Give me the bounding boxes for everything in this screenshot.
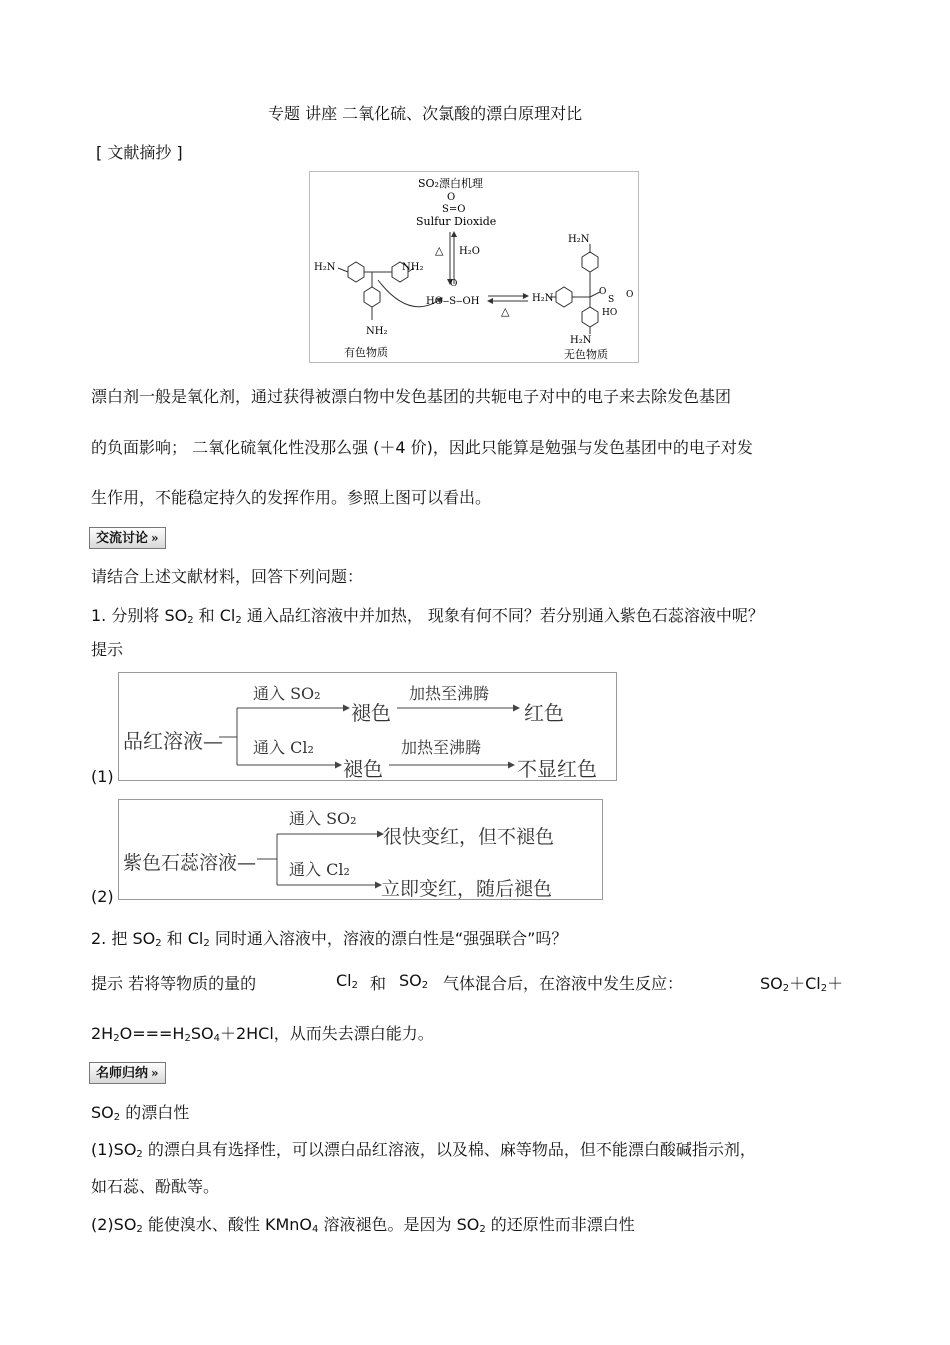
so2-mid: S=O [442,204,466,215]
equation-line: $2H_2O===H_2SO_4+2HCl$，从而失去漂白能力。 [91,1024,434,1044]
colorless-molecule [550,244,600,334]
so2-name: Sulfur Dioxide [416,215,497,228]
diagram-2-root: 紫色石蕊溶液— [123,852,257,874]
colorless-label: 无色物质 [564,348,608,361]
water-label: H₂O [459,246,480,257]
diagram-1-branch2-heat: 加热至沸腾 [401,738,482,757]
diagram-1-root: 品红溶液— [123,729,223,753]
diagram-2-branch1-result: 很快变红，但不褪色 [383,826,555,848]
point-2: $(2)SO_2$ 能使溴水、酸性 KMnO$_4$ 溶液褪色。是因为 $SO_2$ 的还原性而非漂白性 [91,1215,635,1235]
acid-formula: HO‒S‒OH [426,296,480,307]
diagram-1-branch2-final: 不显红色 [517,757,597,781]
mechanism-drawing [310,172,638,362]
question-2: 2. 把 $SO_2$ 和 $Cl_2$ 同时通入溶液中，溶液的漂白性是“强强联合”吗？ [91,929,568,949]
discussion-badge-label: 交流讨论 [96,531,149,546]
diagram-1-number: (1) [91,767,114,786]
delta-vertical: △ [435,244,444,257]
double-chevron-icon: » [151,531,159,545]
diagram-1-branch1-final: 红色 [524,701,564,725]
colored-label: 有色物质 [344,346,388,359]
colorless-s: S [608,295,615,305]
double-chevron-icon: » [151,1066,159,1080]
point-1: $(1)SO_2$ 的漂白具有选择性，可以漂白品红溶液，以及棉、麻等物品，但不能漂白酸碱指示剂， [91,1140,756,1160]
hint-label: 提示 [91,640,124,659]
paragraph-line-1: 漂白剂一般是氧化剂，通过获得被漂白物中发色基团的共轭电子对中的电子来去除发色基团 [91,387,732,406]
colored-right-amine: NH₂ [402,262,424,273]
diagram-2-number: (2) [91,887,114,906]
diagram-1 [118,672,617,781]
diagram-1-branch1-heat: 加热至沸腾 [409,684,490,703]
diagram-1-branch1-result: 褪色 [351,701,391,725]
page-title: 专题 讲座 二氧化硫、次氯酸的漂白原理对比 [268,104,583,123]
colorless-o2: O [626,290,634,300]
paragraph-line-3: 生作用，不能稳定持久的发挥作用。参照上图可以看出。 [91,488,492,507]
acid-o: O [450,279,458,289]
question-1: 1. 分别将 $SO_2$ 和 $Cl_2$ 通入品红溶液中并加热， 现象有何不同？若分别通入紫色石蕊溶液中呢？ [91,606,764,626]
diagram-2 [118,799,603,900]
source-label: [ 文献摘抄 ] [96,143,183,162]
summary-title: $SO_2$ 的漂白性 [91,1103,190,1123]
paragraph-line-2: 的负面影响； 二氧化硫氧化性没那么强 (＋4 价)，因此只能算是勉强与发色基团中的电子对发 [91,438,753,457]
diagram-1-branch1-label: 通入 SO₂ [253,684,321,703]
mechanism-heading: SO₂漂白机理 [418,177,483,190]
colored-left-amine: H₂N [314,262,336,273]
diagram-1-branch2-result: 褪色 [343,757,383,781]
colorless-top-amine: H₂N [568,234,590,245]
delta-horizontal: △ [501,305,510,318]
so2-mechanism-figure [309,171,639,363]
colorless-o1: O [599,287,607,297]
point-1-line-2: 如石蕊、酚酞等。 [91,1177,220,1196]
diagram-1-branch2-label: 通入 Cl₂ [253,738,314,757]
diagram-2-branch1-label: 通入 SO₂ [289,809,357,828]
diagram-2-branch2-result: 立即变红，随后褪色 [381,878,553,900]
colorless-ho: HO [602,308,618,318]
summary-badge [89,1062,166,1084]
colorless-left-amine: H₂N [532,293,554,304]
discussion-badge [89,527,166,549]
hint-2-line-1: 提示 若将等物质的量的 $Cl_2$ 和 $SO_2$ 气体混合后，在溶液中发生反应： $SO_2+Cl_2+$ [91,971,844,994]
summary-badge-label: 名师归纳 [96,1066,149,1081]
colorless-bottom-amine: H₂N [570,335,592,346]
colored-bottom-amine: NH₂ [366,326,388,337]
diagram-2-branch2-label: 通入 Cl₂ [289,860,350,879]
so2-top-o: O [447,192,456,203]
intro-text: 请结合上述文献材料，回答下列问题： [91,567,364,586]
